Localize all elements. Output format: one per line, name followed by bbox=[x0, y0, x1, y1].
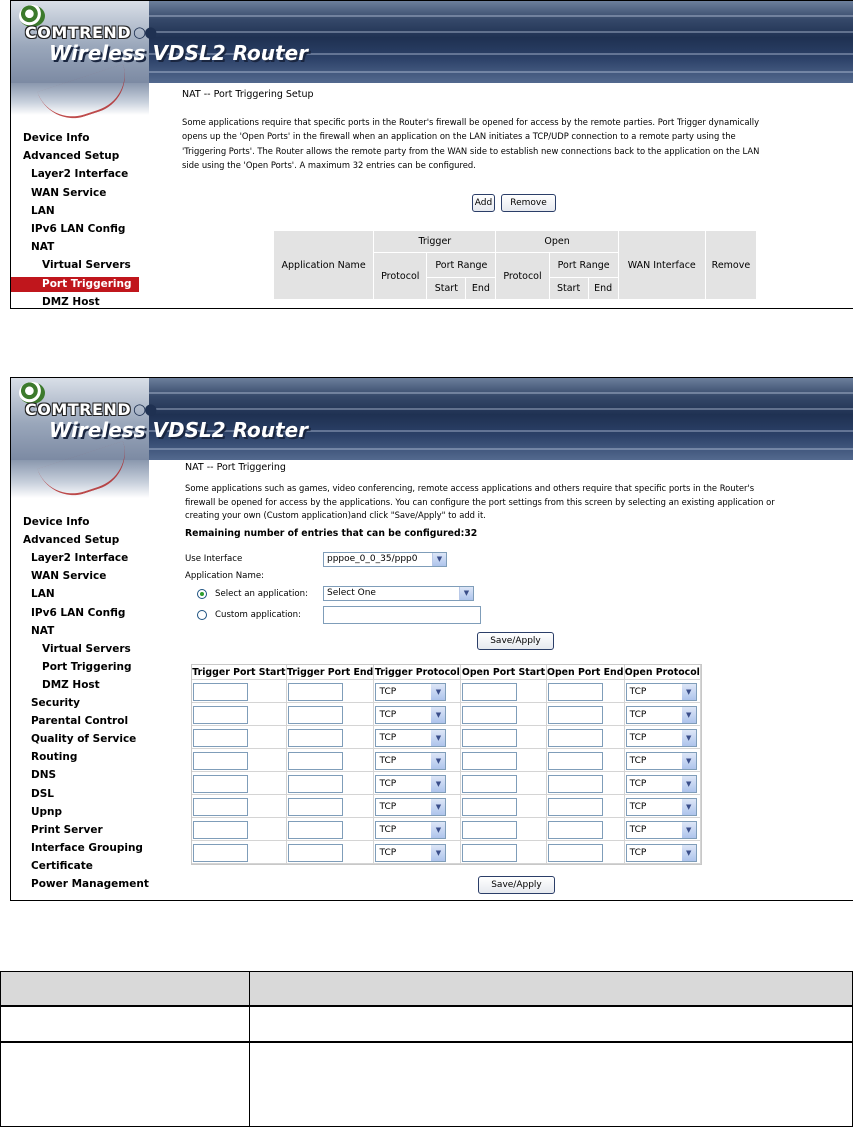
port-cell bbox=[547, 795, 625, 818]
chevron-down-icon: ▼ bbox=[682, 822, 696, 838]
trigger-port-end-input[interactable] bbox=[288, 844, 343, 862]
column-header-trigger-protocol: Trigger Protocol bbox=[374, 665, 461, 680]
port-cell bbox=[192, 703, 287, 726]
column-header-open-port-start: Open Port Start bbox=[461, 665, 547, 680]
trigger-protocol-select[interactable] bbox=[375, 706, 446, 724]
port-cell bbox=[461, 726, 547, 749]
col-application-name: Application Name bbox=[274, 231, 374, 300]
table-row bbox=[192, 818, 701, 841]
protocol-value: TCP bbox=[629, 687, 647, 697]
chevron-down-icon: ▼ bbox=[682, 776, 696, 792]
doc-row2-col1 bbox=[1, 1042, 250, 1127]
sidebar-item-nat[interactable] bbox=[31, 624, 54, 639]
port-cell bbox=[287, 841, 375, 864]
protocol-value: TCP bbox=[379, 710, 397, 720]
custom-application-radio[interactable] bbox=[197, 610, 207, 620]
protocol-cell bbox=[374, 841, 461, 864]
protocol-cell bbox=[625, 772, 701, 795]
port-cell bbox=[287, 703, 375, 726]
trigger-port-start-input[interactable] bbox=[193, 775, 248, 793]
col-trigger-protocol: Protocol bbox=[374, 253, 427, 300]
screenshot-port-triggering-setup bbox=[10, 0, 853, 309]
chevron-down-icon: ▼ bbox=[431, 822, 445, 838]
protocol-value: TCP bbox=[629, 733, 647, 743]
protocol-cell bbox=[625, 703, 701, 726]
add-button[interactable]: Add bbox=[472, 194, 495, 212]
protocol-value: TCP bbox=[379, 802, 397, 812]
protocol-cell bbox=[374, 680, 461, 703]
doc-row2-col2 bbox=[250, 1042, 853, 1127]
custom-application-input[interactable] bbox=[323, 606, 481, 624]
sidebar-item-label: Power Management bbox=[31, 878, 149, 890]
router-title: Wireless VDSL2 Router bbox=[49, 418, 309, 442]
protocol-cell bbox=[374, 703, 461, 726]
protocol-value: TCP bbox=[629, 825, 647, 835]
custom-application-label: Custom application: bbox=[215, 610, 301, 620]
header-banner bbox=[11, 1, 853, 83]
port-cell bbox=[547, 703, 625, 726]
chevron-down-icon: ▼ bbox=[682, 707, 696, 723]
description-line: opens up the 'Open Ports' in the firewall when an application on the LAN initiates a TCP/UDP connection to a remote party using the bbox=[182, 131, 736, 142]
port-cell bbox=[192, 726, 287, 749]
port-cell bbox=[287, 749, 375, 772]
sidebar-item-print-server[interactable] bbox=[31, 823, 103, 838]
sidebar-item-virtual-servers[interactable] bbox=[42, 642, 131, 657]
open-protocol-select[interactable] bbox=[626, 752, 697, 770]
protocol-value: TCP bbox=[629, 779, 647, 789]
sidebar-item-label: DMZ Host bbox=[42, 295, 100, 308]
chevron-down-icon: ▼ bbox=[431, 684, 445, 700]
trigger-port-start-input[interactable] bbox=[193, 683, 248, 701]
page-description bbox=[182, 115, 759, 173]
sidebar-item-device-info[interactable] bbox=[23, 515, 89, 530]
sidebar-item-layer2-interface[interactable] bbox=[31, 167, 128, 182]
protocol-cell bbox=[625, 795, 701, 818]
protocol-value: TCP bbox=[379, 756, 397, 766]
sidebar-item-port-triggering[interactable] bbox=[11, 277, 139, 292]
open-port-start-input[interactable] bbox=[462, 729, 517, 747]
sidebar-item-label: Port Triggering bbox=[42, 660, 132, 673]
port-cell bbox=[287, 680, 375, 703]
chevron-down-icon: ▼ bbox=[682, 730, 696, 746]
sidebar-item-label: Certificate bbox=[31, 859, 93, 872]
port-cell bbox=[287, 818, 375, 841]
port-cell bbox=[287, 726, 375, 749]
doc-row1-col2 bbox=[250, 1006, 853, 1042]
open-protocol-select[interactable] bbox=[626, 821, 697, 839]
trigger-port-end-input[interactable] bbox=[288, 775, 343, 793]
trigger-protocol-select[interactable] bbox=[375, 844, 446, 862]
sidebar-item-label: DNS bbox=[31, 769, 57, 782]
trigger-port-start-input[interactable] bbox=[193, 752, 248, 770]
col-trigger-end: End bbox=[466, 278, 496, 300]
protocol-value: TCP bbox=[379, 733, 397, 743]
sidebar-item-label: Parental Control bbox=[31, 715, 129, 728]
sidebar-item-label: Quality of Service bbox=[31, 733, 137, 746]
trigger-port-end-input[interactable] bbox=[288, 683, 343, 701]
sidebar-item-security[interactable] bbox=[31, 696, 80, 711]
brand-name: COMTREND bbox=[25, 23, 132, 42]
sidebar-item-dsl[interactable] bbox=[31, 787, 54, 802]
port-cell bbox=[192, 772, 287, 795]
protocol-cell bbox=[625, 841, 701, 864]
port-cell bbox=[192, 680, 287, 703]
col-trigger-start: Start bbox=[427, 278, 466, 300]
sidebar-item-quality-of-service[interactable] bbox=[31, 732, 136, 747]
sidebar-item-label: Device Info bbox=[23, 516, 90, 528]
col-open-protocol: Protocol bbox=[496, 253, 549, 300]
open-port-end-input[interactable] bbox=[548, 752, 603, 770]
open-protocol-select[interactable] bbox=[626, 844, 697, 862]
sidebar-item-label: WAN Service bbox=[31, 186, 107, 199]
sidebar-item-label: IPv6 LAN Config bbox=[31, 223, 126, 235]
protocol-cell bbox=[374, 818, 461, 841]
sidebar-item-label: Advanced Setup bbox=[23, 150, 120, 163]
sidebar-item-upnp[interactable] bbox=[31, 805, 62, 820]
chevron-down-icon: ▼ bbox=[431, 753, 445, 769]
open-port-start-input[interactable] bbox=[462, 821, 517, 839]
protocol-cell bbox=[374, 795, 461, 818]
sidebar-item-label: NAT bbox=[31, 241, 55, 254]
chevron-down-icon: ▼ bbox=[432, 553, 446, 566]
chevron-down-icon: ▼ bbox=[682, 753, 696, 769]
sidebar-item-nat[interactable] bbox=[31, 240, 54, 255]
save-apply-button-bottom[interactable]: Save/Apply bbox=[478, 876, 555, 894]
port-cell bbox=[461, 772, 547, 795]
description-line: 'Triggering Ports'. The Router allows the remote party from the WAN side to establish new connections back to the application on the LAN bbox=[182, 145, 760, 156]
open-port-start-input[interactable] bbox=[462, 798, 517, 816]
sidebar-item-port-triggering[interactable] bbox=[42, 660, 131, 675]
trigger-port-end-input[interactable] bbox=[288, 752, 343, 770]
trigger-port-start-input[interactable] bbox=[193, 844, 248, 862]
sidebar-item-lan[interactable] bbox=[31, 587, 55, 602]
chevron-down-icon: ▼ bbox=[682, 799, 696, 815]
protocol-value: TCP bbox=[629, 710, 647, 720]
trigger-port-start-input[interactable] bbox=[193, 706, 248, 724]
protocol-cell bbox=[374, 749, 461, 772]
chevron-down-icon: ▼ bbox=[459, 587, 473, 600]
sidebar-item-label: Virtual Servers bbox=[42, 642, 131, 655]
protocol-value: TCP bbox=[629, 802, 647, 812]
protocol-cell bbox=[625, 726, 701, 749]
sidebar-item-label: LAN bbox=[31, 204, 55, 217]
brand-circles-icon: ○● bbox=[133, 400, 156, 418]
column-header-trigger-port-start: Trigger Port Start bbox=[192, 665, 287, 680]
trigger-protocol-select[interactable] bbox=[375, 752, 446, 770]
sidebar-item-label: LAN bbox=[31, 588, 55, 601]
chevron-down-icon: ▼ bbox=[682, 684, 696, 700]
port-cell bbox=[192, 841, 287, 864]
sidebar-item-lan[interactable] bbox=[31, 204, 55, 219]
page-title: NAT -- Port Triggering Setup bbox=[182, 89, 314, 100]
trigger-protocol-select[interactable] bbox=[375, 798, 446, 816]
application-name-label: Application Name: bbox=[185, 571, 264, 581]
sidebar-item-certificate[interactable] bbox=[31, 859, 93, 874]
sidebar-item-label: Routing bbox=[31, 751, 78, 764]
sidebar-item-label: Layer2 Interface bbox=[31, 168, 129, 181]
protocol-cell bbox=[374, 726, 461, 749]
sidebar-item-label: Interface Grouping bbox=[31, 841, 143, 854]
brand-name: COMTREND bbox=[25, 400, 132, 419]
protocol-cell bbox=[374, 772, 461, 795]
sidebar-item-label: Advanced Setup bbox=[23, 534, 120, 547]
protocol-cell bbox=[625, 818, 701, 841]
open-port-start-input[interactable] bbox=[462, 775, 517, 793]
header-banner bbox=[11, 378, 853, 460]
open-port-end-input[interactable] bbox=[548, 775, 603, 793]
sidebar-item-virtual-servers[interactable] bbox=[42, 258, 131, 273]
chevron-down-icon: ▼ bbox=[682, 845, 696, 861]
page-title: NAT -- Port Triggering bbox=[185, 462, 286, 473]
description-line: Some applications such as games, video conferencing, remote access applications and others require that specific ports in the Router's bbox=[185, 483, 755, 493]
sidebar-item-dmz-host[interactable] bbox=[42, 295, 100, 309]
column-header-trigger-port-end: Trigger Port End bbox=[287, 665, 375, 680]
open-port-end-input[interactable] bbox=[548, 798, 603, 816]
table-row bbox=[192, 772, 701, 795]
port-cell bbox=[547, 726, 625, 749]
port-cell bbox=[287, 772, 375, 795]
port-cell bbox=[192, 795, 287, 818]
open-protocol-select[interactable] bbox=[626, 798, 697, 816]
table-row bbox=[192, 795, 701, 818]
sidebar-item-label: Layer2 Interface bbox=[31, 552, 129, 565]
use-interface-label: Use Interface bbox=[185, 554, 243, 564]
port-entries-table bbox=[191, 664, 702, 865]
table-row bbox=[192, 680, 701, 703]
table-row bbox=[192, 841, 701, 864]
sidebar-item-wan-service[interactable] bbox=[31, 569, 106, 584]
port-cell bbox=[461, 818, 547, 841]
sidebar-item-label: Device Info bbox=[23, 132, 90, 144]
sidebar-item-dmz-host[interactable] bbox=[42, 678, 100, 693]
col-remove: Remove bbox=[705, 231, 756, 300]
sidebar-item-label: Port Triggering bbox=[42, 277, 132, 290]
col-open-port-range: Port Range bbox=[549, 253, 618, 278]
col-open-start: Start bbox=[549, 278, 588, 300]
trigger-port-end-input[interactable] bbox=[288, 798, 343, 816]
trigger-port-end-input[interactable] bbox=[288, 706, 343, 724]
sidebar-item-label: Security bbox=[31, 697, 81, 709]
sidebar-item-interface-grouping[interactable] bbox=[31, 841, 143, 856]
trigger-protocol-select[interactable] bbox=[375, 683, 446, 701]
screenshot-port-triggering-add bbox=[10, 377, 853, 901]
open-protocol-select[interactable] bbox=[626, 683, 697, 701]
description-line: firewall be opened for access by the applications. You can configure the port settings from this screen by selecting an existing application or bbox=[185, 496, 775, 507]
sidebar-item-ipv6-lan-config[interactable] bbox=[31, 222, 125, 237]
port-cell bbox=[461, 680, 547, 703]
doc-header-col1 bbox=[1, 972, 250, 1007]
open-protocol-select[interactable] bbox=[626, 706, 697, 724]
port-cell bbox=[461, 749, 547, 772]
sidebar-item-label: Print Server bbox=[31, 823, 103, 836]
sidebar-item-device-info[interactable] bbox=[23, 131, 89, 146]
sidebar-item-routing[interactable] bbox=[31, 750, 77, 765]
trigger-protocol-select[interactable] bbox=[375, 775, 446, 793]
description-line: creating your own (Custom application)and click "Save/Apply" to add it. bbox=[185, 510, 486, 520]
doc-header-col2 bbox=[250, 972, 853, 1007]
trigger-port-start-input[interactable] bbox=[193, 798, 248, 816]
port-cell bbox=[461, 841, 547, 864]
open-port-end-input[interactable] bbox=[548, 683, 603, 701]
port-cell bbox=[461, 703, 547, 726]
port-cell bbox=[547, 680, 625, 703]
chevron-down-icon: ▼ bbox=[431, 845, 445, 861]
remove-button[interactable]: Remove bbox=[501, 194, 556, 212]
trigger-port-start-input[interactable] bbox=[193, 821, 248, 839]
trigger-port-end-input[interactable] bbox=[288, 729, 343, 747]
port-cell bbox=[547, 749, 625, 772]
column-header-open-protocol: Open Protocol bbox=[625, 665, 701, 680]
sidebar-item-ipv6-lan-config[interactable] bbox=[31, 606, 125, 621]
protocol-value: TCP bbox=[379, 825, 397, 835]
sidebar-item-label: Virtual Servers bbox=[42, 259, 131, 272]
protocol-cell bbox=[625, 749, 701, 772]
col-wan-interface: WAN Interface bbox=[618, 231, 705, 300]
column-header-open-port-end: Open Port End bbox=[547, 665, 625, 680]
sidebar-item-label: DSL bbox=[31, 787, 54, 800]
sidebar-item-advanced-setup[interactable] bbox=[23, 149, 119, 164]
protocol-value: TCP bbox=[379, 848, 397, 858]
select-application-select[interactable]: Select One ▼ bbox=[323, 586, 474, 601]
sidebar-item-dns[interactable] bbox=[31, 768, 56, 783]
port-cell bbox=[547, 772, 625, 795]
port-cell bbox=[461, 795, 547, 818]
sidebar-item-label: IPv6 LAN Config bbox=[31, 606, 126, 619]
chevron-down-icon: ▼ bbox=[431, 776, 445, 792]
save-apply-button-top[interactable]: Save/Apply bbox=[477, 632, 554, 650]
sidebar-item-power-management[interactable] bbox=[31, 877, 149, 892]
table-row bbox=[192, 703, 701, 726]
open-protocol-select[interactable] bbox=[626, 775, 697, 793]
protocol-value: TCP bbox=[629, 756, 647, 766]
sidebar-art bbox=[11, 460, 149, 498]
open-port-start-input[interactable] bbox=[462, 706, 517, 724]
col-trigger-port-range: Port Range bbox=[427, 253, 496, 278]
use-interface-select[interactable]: pppoe_0_0_35/ppp0 ▼ bbox=[323, 552, 447, 567]
trigger-protocol-select[interactable] bbox=[375, 729, 446, 747]
trigger-port-end-input[interactable] bbox=[288, 821, 343, 839]
port-cell bbox=[192, 749, 287, 772]
port-triggering-table bbox=[273, 230, 757, 300]
sidebar-item-label: NAT bbox=[31, 624, 55, 637]
description-line: side using the 'Open Ports'. A maximum 32 entries can be configured. bbox=[182, 160, 476, 171]
port-cell bbox=[547, 841, 625, 864]
description-line: Some applications require that specific ports in the Router's firewall be opened for access by the remote parties. Port Trigger dynamically bbox=[182, 117, 760, 127]
col-open: Open bbox=[496, 231, 618, 253]
sidebar-item-advanced-setup[interactable] bbox=[23, 533, 119, 548]
open-port-start-input[interactable] bbox=[462, 844, 517, 862]
router-title: Wireless VDSL2 Router bbox=[49, 41, 309, 65]
table-row bbox=[192, 749, 701, 772]
open-port-end-input[interactable] bbox=[548, 844, 603, 862]
field-description-table bbox=[0, 971, 853, 1127]
port-cell bbox=[192, 818, 287, 841]
doc-row1-col1 bbox=[1, 1006, 250, 1042]
select-application-radio[interactable] bbox=[197, 589, 207, 599]
chevron-down-icon: ▼ bbox=[431, 730, 445, 746]
chevron-down-icon: ▼ bbox=[431, 707, 445, 723]
open-port-end-input[interactable] bbox=[548, 821, 603, 839]
open-protocol-select[interactable] bbox=[626, 729, 697, 747]
open-port-start-input[interactable] bbox=[462, 752, 517, 770]
brand-circles-icon: ○● bbox=[133, 23, 156, 41]
remaining-entries: Remaining number of entries that can be configured:32 bbox=[185, 528, 478, 539]
protocol-value: TCP bbox=[629, 848, 647, 858]
sidebar-item-parental-control[interactable] bbox=[31, 714, 128, 729]
protocol-cell bbox=[625, 680, 701, 703]
sidebar-art bbox=[11, 83, 149, 115]
protocol-value: TCP bbox=[379, 687, 397, 697]
table-row bbox=[192, 726, 701, 749]
sidebar-item-label: Upnp bbox=[31, 805, 63, 818]
trigger-protocol-select[interactable] bbox=[375, 821, 446, 839]
chevron-down-icon: ▼ bbox=[431, 799, 445, 815]
sidebar-item-layer2-interface[interactable] bbox=[31, 551, 128, 566]
sidebar-item-wan-service[interactable] bbox=[31, 186, 106, 201]
sidebar-item-label: WAN Service bbox=[31, 570, 107, 583]
protocol-value: TCP bbox=[379, 779, 397, 789]
select-application-label: Select an application: bbox=[215, 589, 308, 599]
open-port-end-input[interactable] bbox=[548, 706, 603, 724]
page-description bbox=[185, 482, 775, 523]
sidebar-item-label: DMZ Host bbox=[42, 678, 100, 691]
port-cell bbox=[287, 795, 375, 818]
port-cell bbox=[547, 818, 625, 841]
trigger-port-start-input[interactable] bbox=[193, 729, 248, 747]
col-trigger: Trigger bbox=[374, 231, 496, 253]
col-open-end: End bbox=[588, 278, 618, 300]
open-port-end-input[interactable] bbox=[548, 729, 603, 747]
open-port-start-input[interactable] bbox=[462, 683, 517, 701]
